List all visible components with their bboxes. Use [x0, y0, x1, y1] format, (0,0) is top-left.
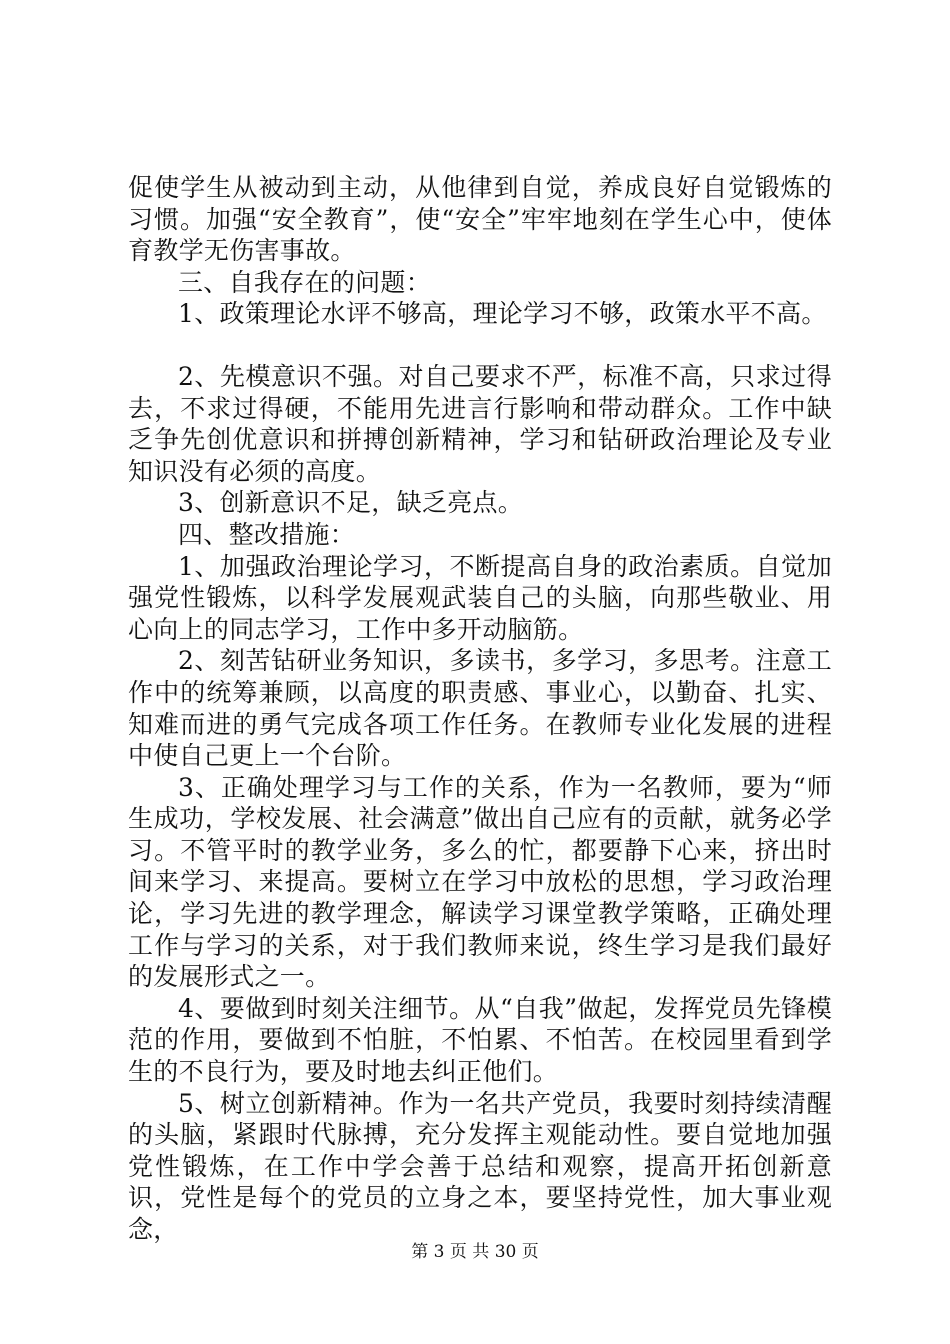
problem-item-2: 2、先模意识不强。对自己要求不严，标准不高，只求过得去，不求过得硬，不能用先进言行影响和带动群众。工作中缺乏争先创优意识和拼搏创新精神，学习和钻研政治理论及专业知识没有必须的高度。	[128, 361, 832, 486]
document-body	[128, 172, 832, 1246]
problem-item-1: 1、政策理论水评不够高，理论学习不够，政策水平不高。	[178, 299, 827, 329]
problem-item-3: 3、创新意识不足，缺乏亮点。	[178, 488, 524, 518]
measure-item-4: 4、要做到时刻关注细节。从“自我”做起，发挥党员先锋模范的作用，要做到不怕脏，不怕累、不怕苦。在校园里看到学生的不良行为，要及时地去纠正他们。	[128, 993, 832, 1087]
page-number-footer: 第 3 页 共 30 页	[411, 1242, 539, 1262]
section-heading-problems: 三、自我存在的问题：	[178, 267, 432, 297]
measure-item-3: 3、正确处理学习与工作的关系，作为一名教师，要为“师生成功，学校发展、社会满意”做出自己应有的贡献，就务必学习。不管平时的教学业务，多么的忙，都要静下心来，挤出时间来学习、来提高。要树立在学习中放松的思想，学习政治理论，学习先进的教学理念，解读学习课堂教学策略，正确处理工作与学习的关系，对于我们教师来说，终生学习是我们最好的发展形式之一。	[128, 772, 832, 992]
paragraph-continuation: 促使学生从被动到主动，从他律到自觉，养成良好自觉锻炼的习惯。加强“安全教育”，使“安全”牢牢地刻在学生心中，使体育教学无伤害事故。	[128, 173, 832, 266]
measure-item-5: 5、树立创新精神。作为一名共产党员，我要时刻持续清醒的头脑，紧跟时代脉搏，充分发挥主观能动性。要自觉地加强党性锻炼，在工作中学会善于总结和观察，提高开拓创新意识，党性是每个的党员的立身之本，要坚持党性，加大事业观念，	[128, 1088, 832, 1244]
measure-item-2: 2、刻苦钻研业务知识，多读书，多学习，多思考。注意工作中的统筹兼顾，以高度的职责感、事业心，以勤奋、扎实、知难而进的勇气完成各项工作任务。在教师专业化发展的进程中使自己更上一个台阶。	[128, 646, 832, 771]
measure-item-1: 1、加强政治理论学习，不断提高自身的政治素质。自觉加强党性锻炼，以科学发展观武装自己的头脑，向那些敬业、用心向上的同志学习，工作中多开动脑筋。	[128, 551, 832, 644]
section-heading-measures: 四、整改措施：	[178, 519, 356, 549]
